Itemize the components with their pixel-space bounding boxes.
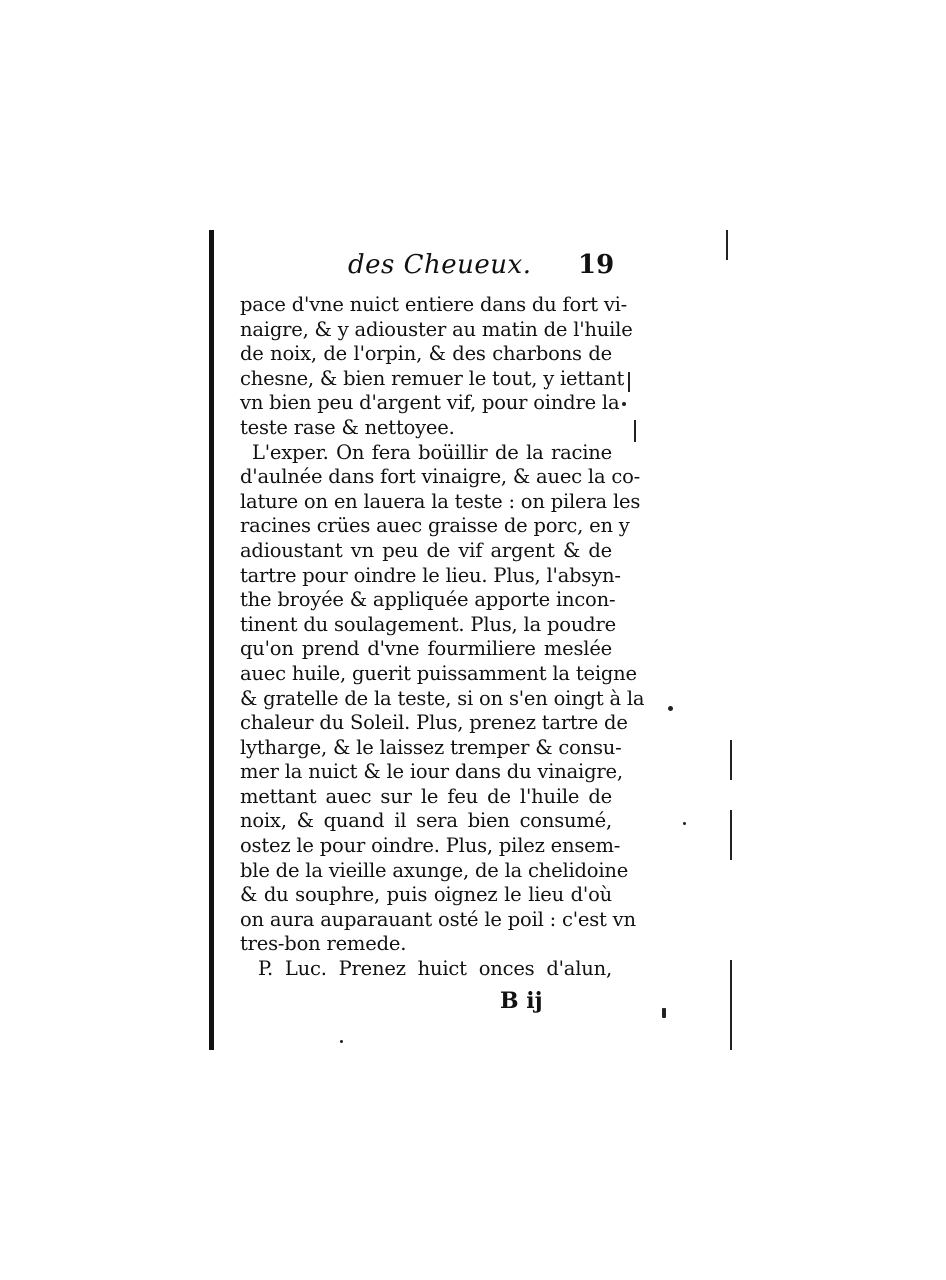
text-line: P. Luc. Prenez huict onces d'alun, (258, 957, 612, 981)
text-line: ble de la vieille axunge, de la chelidoine (240, 858, 629, 882)
gutter-line (634, 420, 636, 442)
gutter-line (726, 230, 728, 260)
text-line: on aura auparauant osté le poil : c'est vn (240, 907, 636, 931)
text-line: ostez le pour oindre. Plus, pilez ensem- (240, 834, 621, 858)
ink-speck (662, 1008, 666, 1018)
body-text (240, 293, 645, 982)
text-line: & gratelle de la teste, si on s'en oingt à la (240, 686, 645, 710)
text-line: auec huile, guerit puissamment la teigne (240, 661, 637, 685)
text-line: teste rase & nettoyee. (240, 415, 455, 439)
text-line: chaleur du Soleil. Plus, prenez tartre de (240, 711, 628, 735)
text-line: tartre pour oindre le lieu. Plus, l'absyn- (240, 563, 621, 587)
text-line: de noix, de l'orpin, & des charbons de (240, 342, 612, 366)
text-line: chesne, & bien remuer le tout, y iettant (240, 366, 625, 390)
text-line: & du souphre, puis oignez le lieu d'où (240, 883, 612, 907)
text-line: vn bien peu d'argent vif, pour oindre la (240, 391, 620, 415)
gutter-line (730, 960, 732, 1050)
running-title: des Cheueux. (348, 250, 532, 280)
page-spine-edge (209, 230, 214, 1050)
ink-speck (622, 402, 626, 406)
text-line: L'exper. On fera boüillir de la racine (252, 440, 612, 464)
text-line: noix, & quand il sera bien consumé, (240, 809, 612, 833)
gutter-line (628, 372, 630, 392)
text-line: d'aulnée dans fort vinaigre, & auec la co- (240, 465, 641, 489)
gutter-line (730, 740, 732, 780)
text-line: the broyée & appliquée apporte incon- (240, 588, 616, 612)
page-number: 19 (578, 250, 615, 280)
ink-speck (340, 1040, 343, 1043)
text-line: naigre, & y adiouster au matin de l'huile (240, 317, 633, 341)
text-line: qu'on prend d'vne fourmiliere meslée (240, 637, 612, 661)
text-line: mettant auec sur le feu de l'huile de (240, 784, 612, 808)
text-line: adioustant vn peu de vif argent & de (240, 538, 612, 562)
text-line: racines crües auec graisse de porc, en y (240, 514, 630, 538)
text-line: pace d'vne nuict entiere dans du fort vi- (240, 293, 628, 316)
text-line: lature on en lauera la teste : on pilera les (240, 489, 641, 513)
text-line: lytharge, & le laissez tremper & consu- (240, 735, 622, 759)
ink-speck (683, 822, 686, 825)
text-line: tinent du soulagement. Plus, la poudre (240, 612, 616, 636)
text-line: tres-bon remede. (240, 932, 407, 956)
signature-mark: B ij (500, 988, 543, 1014)
text-line: mer la nuict & le iour dans du vinaigre, (240, 760, 623, 784)
gutter-line (730, 810, 732, 860)
ink-speck (668, 706, 673, 711)
